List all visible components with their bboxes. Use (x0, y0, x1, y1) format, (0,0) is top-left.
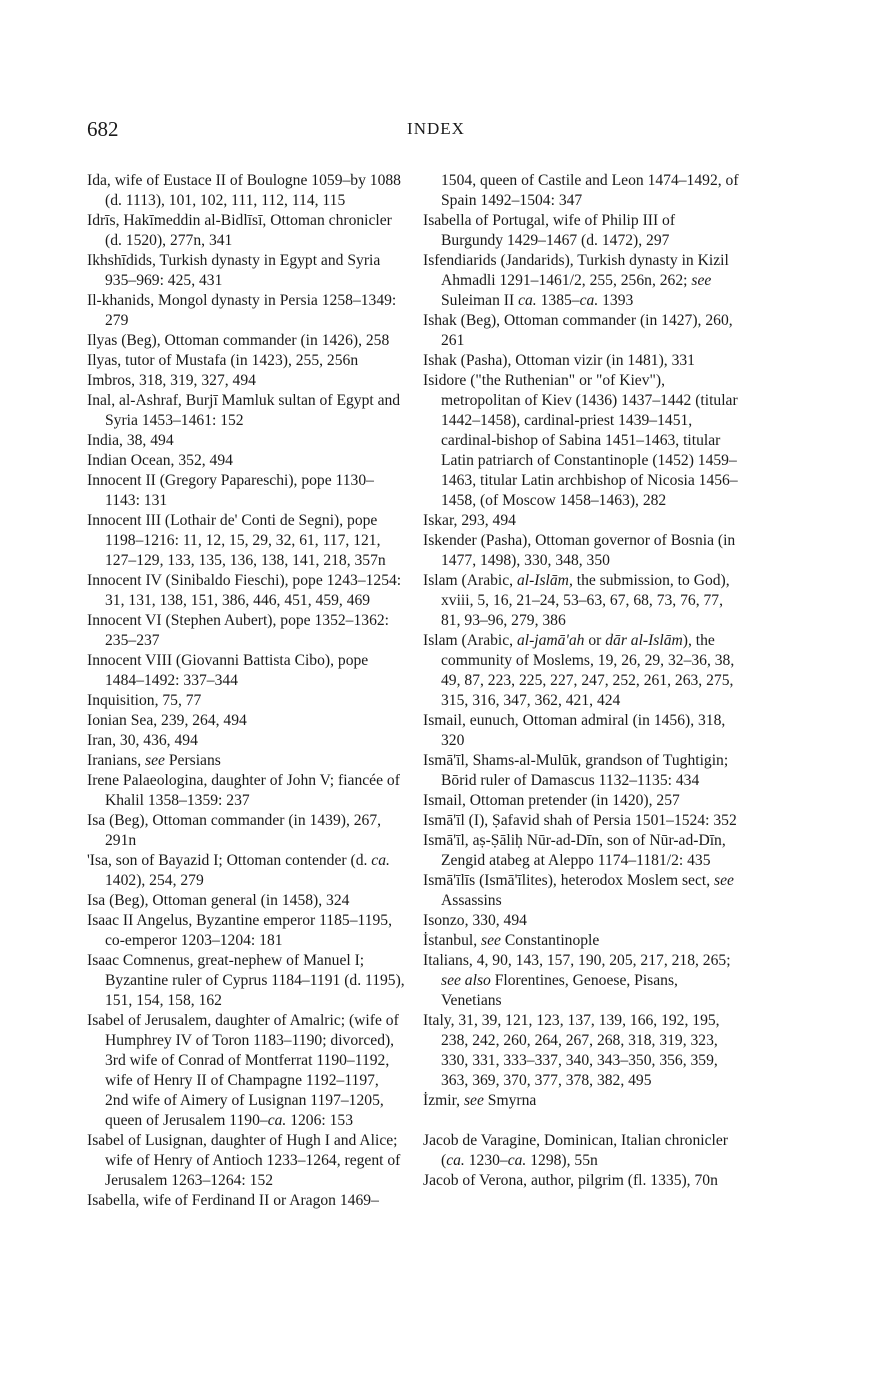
index-entry: Italy, 31, 39, 121, 123, 137, 139, 166, 192, 195, 238, 242, 260, 264, 267, 268, 318, 319, 323, 330, 331, 333–337, 340, 343–350, 356, 359, 363, 369, 370, 377, 378, 382, 495 (423, 1012, 720, 1089)
index-entry: Isabel of Jerusalem, daughter of Amalric; (wife of Humphrey IV of Toron 1183–1190; divorced), 3rd wife of Conrad of Montferrat 1190–1192, wife of Henry II of Champagne 1192–1197, 2nd wife of Aimery of Lusignan 1197–1205, queen of Jerusalem 1190–ca. 1206: 153 (87, 1012, 399, 1129)
index-entry: Iranians, see Persians (87, 752, 221, 769)
index-entry: Innocent IV (Sinibaldo Fieschi), pope 1243–1254: 31, 131, 138, 151, 386, 446, 451, 459, 469 (87, 572, 402, 609)
index-entry: Isa (Beg), Ottoman commander (in 1439), 267, 291n (87, 812, 382, 849)
index-entry: Jacob of Verona, author, pilgrim (fl. 1335), 70n (423, 1172, 718, 1189)
index-column-left (87, 171, 405, 1211)
index-entry: Ilyas, tutor of Mustafa (in 1423), 255, 256n (87, 352, 359, 369)
index-entry: Isaac II Angelus, Byzantine emperor 1185–1195, co-emperor 1203–1204: 181 (87, 912, 392, 949)
index-entry: Ishak (Beg), Ottoman commander (in 1427), 260, 261 (423, 312, 733, 349)
index-entry: Jacob de Varagine, Dominican, Italian chronicler (ca. 1230–ca. 1298), 55n (423, 1132, 728, 1169)
index-entry: Italians, 4, 90, 143, 157, 190, 205, 217, 218, 265; see also Florentines, Genoese, Pisans, Venetians (423, 952, 731, 1009)
index-entry: İzmir, see Smyrna (423, 1092, 537, 1109)
index-entry: Iskender (Pasha), Ottoman governor of Bosnia (in 1477, 1498), 330, 348, 350 (423, 532, 736, 569)
page-number: 682 (87, 117, 119, 141)
index-entry: Ismā'īl, Shams-al-Mulūk, grandson of Tughtigin; Bōrid ruler of Damascus 1132–1135: 434 (423, 752, 729, 789)
index-entry: Ismā'īl (I), Ṣafavid shah of Persia 1501–1524: 352 (423, 812, 737, 829)
index-entry: Isabella of Portugal, wife of Philip III of Burgundy 1429–1467 (d. 1472), 297 (423, 212, 676, 249)
index-entry: Ishak (Pasha), Ottoman vizir (in 1481), 331 (423, 352, 695, 369)
index-entry: Ismail, Ottoman pretender (in 1420), 257 (423, 792, 680, 809)
index-entry: Isonzo, 330, 494 (423, 912, 527, 929)
index-entry: İstanbul, see Constantinople (423, 932, 600, 949)
index-entry: Indian Ocean, 352, 494 (87, 452, 233, 469)
index-entry: Isfendiarids (Jandarids), Turkish dynasty in Kizil Ahmadli 1291–1461/2, 255, 256n, 262; see Suleiman II ca. 1385–ca. 1393 (423, 252, 729, 309)
index-entry: Inquisition, 75, 77 (87, 692, 202, 709)
index-entry: Isidore ("the Ruthenian" or "of Kiev"), metropolitan of Kiev (1436) 1437–1442 (titular 1442–1458), cardinal-priest 1439–1451, cardinal-bishop of Sabina 1451–1463, titular Latin patriarch of Constantinople (1452) 1459–1463, titular Latin archbishop of Nicosia 1456–1458, (of Moscow 1458–1463), 282 (423, 372, 738, 509)
index-entry: Idrīs, Hakīmeddin al-Bidlīsī, Ottoman chronicler (d. 1520), 277n, 341 (87, 212, 392, 249)
index-entry: India, 38, 494 (87, 432, 174, 449)
index-entry: Imbros, 318, 319, 327, 494 (87, 372, 256, 389)
index-entry: 'Isa, son of Bayazid I; Ottoman contender (d. ca. 1402), 254, 279 (87, 852, 390, 889)
index-column-right (423, 171, 741, 1191)
running-head: INDEX (407, 119, 465, 138)
index-entry: Ionian Sea, 239, 264, 494 (87, 712, 247, 729)
index-entry: Irene Palaeologina, daughter of John V; fiancée of Khalil 1358–1359: 237 (87, 772, 400, 809)
index-entry: Ida, wife of Eustace II of Boulogne 1059–by 1088 (d. 1113), 101, 102, 111, 112, 114, 115 (87, 172, 401, 209)
index-entry: Ismā'īl, aṣ-Ṣāliḥ Nūr-ad-Dīn, son of Nūr-ad-Dīn, Zengid atabeg at Aleppo 1174–1181/2: 435 (423, 832, 726, 869)
index-entry: Iran, 30, 436, 494 (87, 732, 198, 749)
index-entry: Islam (Arabic, al-jamā'ah or dār al-Islām), the community of Moslems, 19, 26, 29, 32–36, 38, 49, 87, 223, 225, 227, 247, 252, 261, 263, 275, 315, 316, 347, 362, 421, 424 (423, 632, 735, 709)
index-entry: Innocent VI (Stephen Aubert), pope 1352–1362: 235–237 (87, 612, 389, 649)
index-entry: Inal, al-Ashraf, Burjī Mamluk sultan of Egypt and Syria 1453–1461: 152 (87, 392, 401, 429)
index-entry: Isaac Comnenus, great-nephew of Manuel I; Byzantine ruler of Cyprus 1184–1191 (d. 1195), 151, 154, 158, 162 (87, 952, 405, 1009)
index-entry: Ilyas (Beg), Ottoman commander (in 1426), 258 (87, 332, 390, 349)
index-entry: Isa (Beg), Ottoman general (in 1458), 324 (87, 892, 350, 909)
index-entry-continuation: 1504, queen of Castile and Leon 1474–1492, of Spain 1492–1504: 347 (441, 172, 739, 209)
index-entry: Il-khanids, Mongol dynasty in Persia 1258–1349: 279 (87, 292, 397, 329)
index-entry: Isabella, wife of Ferdinand II or Aragon 1469– (87, 1192, 379, 1209)
index-entry: Innocent III (Lothair de' Conti de Segni), pope 1198–1216: 11, 12, 15, 29, 32, 61, 117, 121, 127–129, 133, 135, 136, 138, 141, 218, 357n (87, 512, 386, 569)
index-entry: Innocent VIII (Giovanni Battista Cibo), pope 1484–1492: 337–344 (87, 652, 369, 689)
index-entry: Iskar, 293, 494 (423, 512, 516, 529)
index-entry: Ikhshīdids, Turkish dynasty in Egypt and Syria 935–969: 425, 431 (87, 252, 381, 289)
index-entry: Ismā'īlīs (Ismā'īlites), heterodox Moslem sect, see Assassins (423, 872, 734, 909)
index-entry: Innocent II (Gregory Papareschi), pope 1130–1143: 131 (87, 472, 374, 509)
index-entry: Islam (Arabic, al-Islām, the submission, to God), xviii, 5, 16, 21–24, 53–63, 67, 68, 73, 76, 77, 81, 93–96, 279, 386 (423, 572, 730, 629)
index-entry: Ismail, eunuch, Ottoman admiral (in 1456), 318, 320 (423, 712, 726, 749)
index-entry: Isabel of Lusignan, daughter of Hugh I and Alice; wife of Henry of Antioch 1233–1264, regent of Jerusalem 1263–1264: 152 (87, 1132, 401, 1189)
section-gap (423, 1111, 741, 1131)
